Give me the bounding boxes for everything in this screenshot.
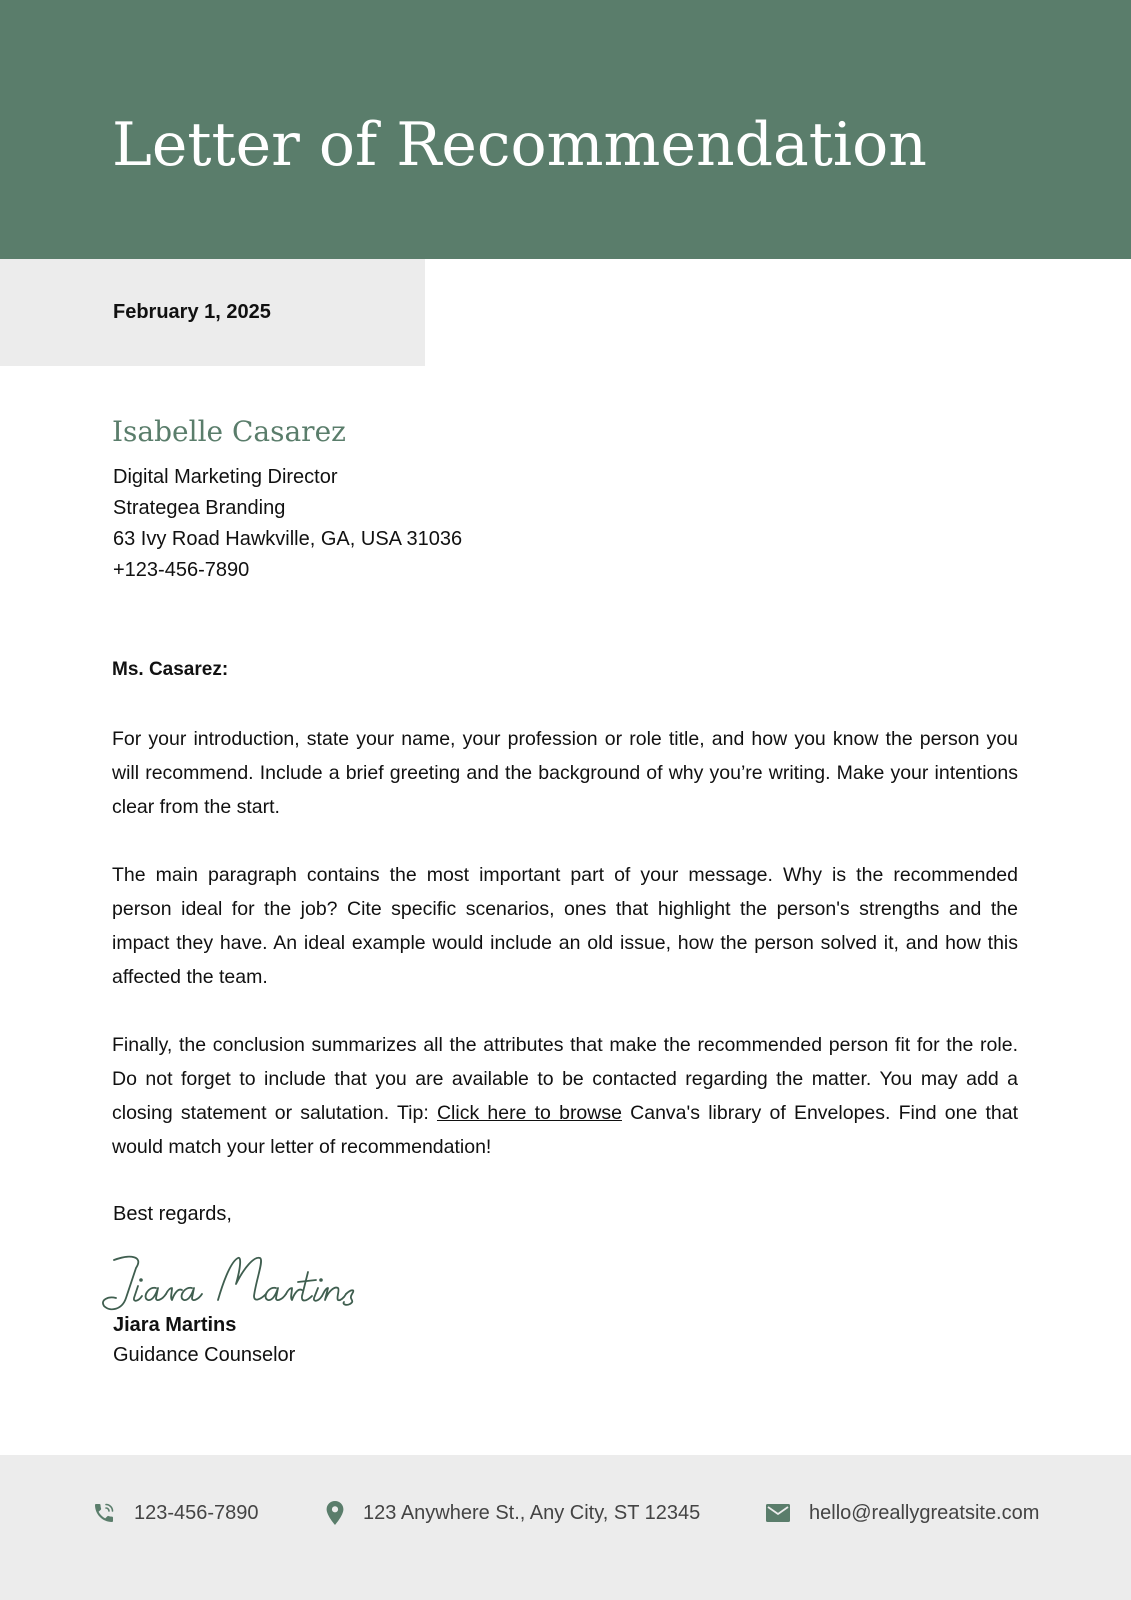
footer-email-text: hello@reallygreatsite.com: [809, 1501, 1040, 1524]
letter-body: [112, 722, 1018, 1198]
footer-address: [325, 1499, 700, 1527]
salutation: Ms. Casarez:: [112, 659, 229, 680]
recipient-phone: +123-456-7890: [113, 559, 250, 581]
paragraph-introduction: For your introduction, state your name, your profession or role title, and how you know the person you will recommend. Include a brief greeting and the background of why you’re writing. Make your intentions clear from the start.: [112, 728, 1018, 818]
signature: [100, 1250, 360, 1320]
recipient-name: Isabelle Casarez: [112, 415, 346, 448]
signer-name: Jiara Martins: [113, 1314, 237, 1336]
page-title: Letter of Recommendation: [112, 110, 927, 180]
location-pin-icon: [325, 1500, 345, 1526]
conclusion-text: Finally, the conclusion summarizes all the attributes that make the recommended person fit for the role. Do not forget to include that you are available to be contacted regarding the matter. You may add a closing statement or salutation. Tip:: [112, 1034, 1018, 1124]
footer-phone: [92, 1499, 259, 1527]
phone-icon: [92, 1501, 116, 1525]
letter-date: February 1, 2025: [113, 301, 271, 323]
closing: Best regards,: [113, 1203, 232, 1225]
footer-phone-text: 123-456-7890: [134, 1501, 259, 1524]
conclusion-text-end: Canva's library of Envelopes. Find one that would match your letter of recommendation!: [112, 1102, 1019, 1158]
footer-email: [765, 1499, 1039, 1527]
mail-icon: [765, 1503, 791, 1523]
paragraph-main: The main paragraph contains the most important part of your message. Why is the recommended person ideal for the job? Cite specific scenarios, ones that highlight the person's strengths and the impact they have. An ideal example would include an old issue, how the person solved it, and how this affected the team.: [112, 864, 1018, 988]
recipient-title: Digital Marketing Director: [113, 466, 338, 488]
recipient-company: Strategea Branding: [113, 497, 286, 519]
signer-title: Guidance Counselor: [113, 1344, 296, 1366]
footer-address-text: 123 Anywhere St., Any City, ST 12345: [363, 1501, 701, 1524]
browse-envelopes-link[interactable]: Click here to browse: [436, 1102, 622, 1124]
footer-bar: [0, 1455, 1131, 1600]
recipient-details: [113, 462, 462, 586]
recipient-address: 63 Ivy Road Hawkville, GA, USA 31036: [113, 528, 463, 550]
paragraph-conclusion: [112, 1028, 1018, 1164]
